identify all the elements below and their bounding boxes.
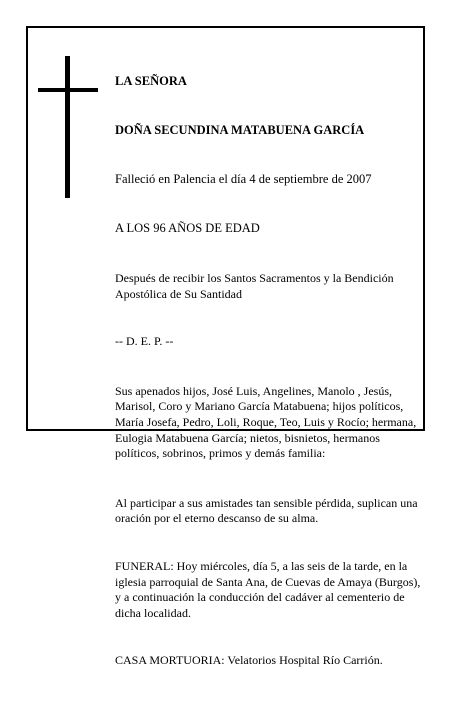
notice-title: LA SEÑORA	[115, 74, 187, 88]
cross-icon	[38, 56, 98, 198]
notice-text	[115, 41, 427, 701]
obituary-notice	[26, 26, 425, 668]
sacraments-text: Después de recibir los Santos Sacramentos y la Bendición Apostólica de Su Santidad	[115, 271, 396, 301]
cross-icon-graphic	[38, 56, 98, 198]
request-text: Al participar a sus amistades tan sensible pérdida, suplican una oración por el eterno descanso de su alma.	[115, 495, 421, 526]
funeral-text: FUNERAL: Hoy miércoles, día 5, a las seis de la tarde, en la iglesia parroquial de Santa Ana, de Cuevas de Amaya (Burgos), y a continuación la conducción del cadáver al cementerio de dicha localidad.	[115, 558, 424, 620]
death-line: Falleció en Palencia el día 4 de septiembre de 2007	[115, 172, 372, 186]
age-line: A LOS 96 AÑOS DE EDAD	[115, 221, 260, 235]
family-text: Sus apenados hijos, José Luis, Angelines, Manolo , Jesús, Marisol, Coro y Mariano García Matabuena; hijos políticos, María Josefa, Pedro, Loli, Roque, Teo, Luis y Rocío; hermana, Eulogia Matabuena García; nietos, bisnietos, hermanos políticos, sobrinos, primos y demás familia:	[115, 383, 420, 461]
deceased-name: DOÑA SECUNDINA MATABUENA GARCÍA	[115, 123, 365, 137]
dep-text: -- D. E. P. --	[115, 334, 174, 349]
mortuary-text: CASA MORTUORIA: Velatorios Hospital Río Carrión.	[115, 653, 383, 668]
